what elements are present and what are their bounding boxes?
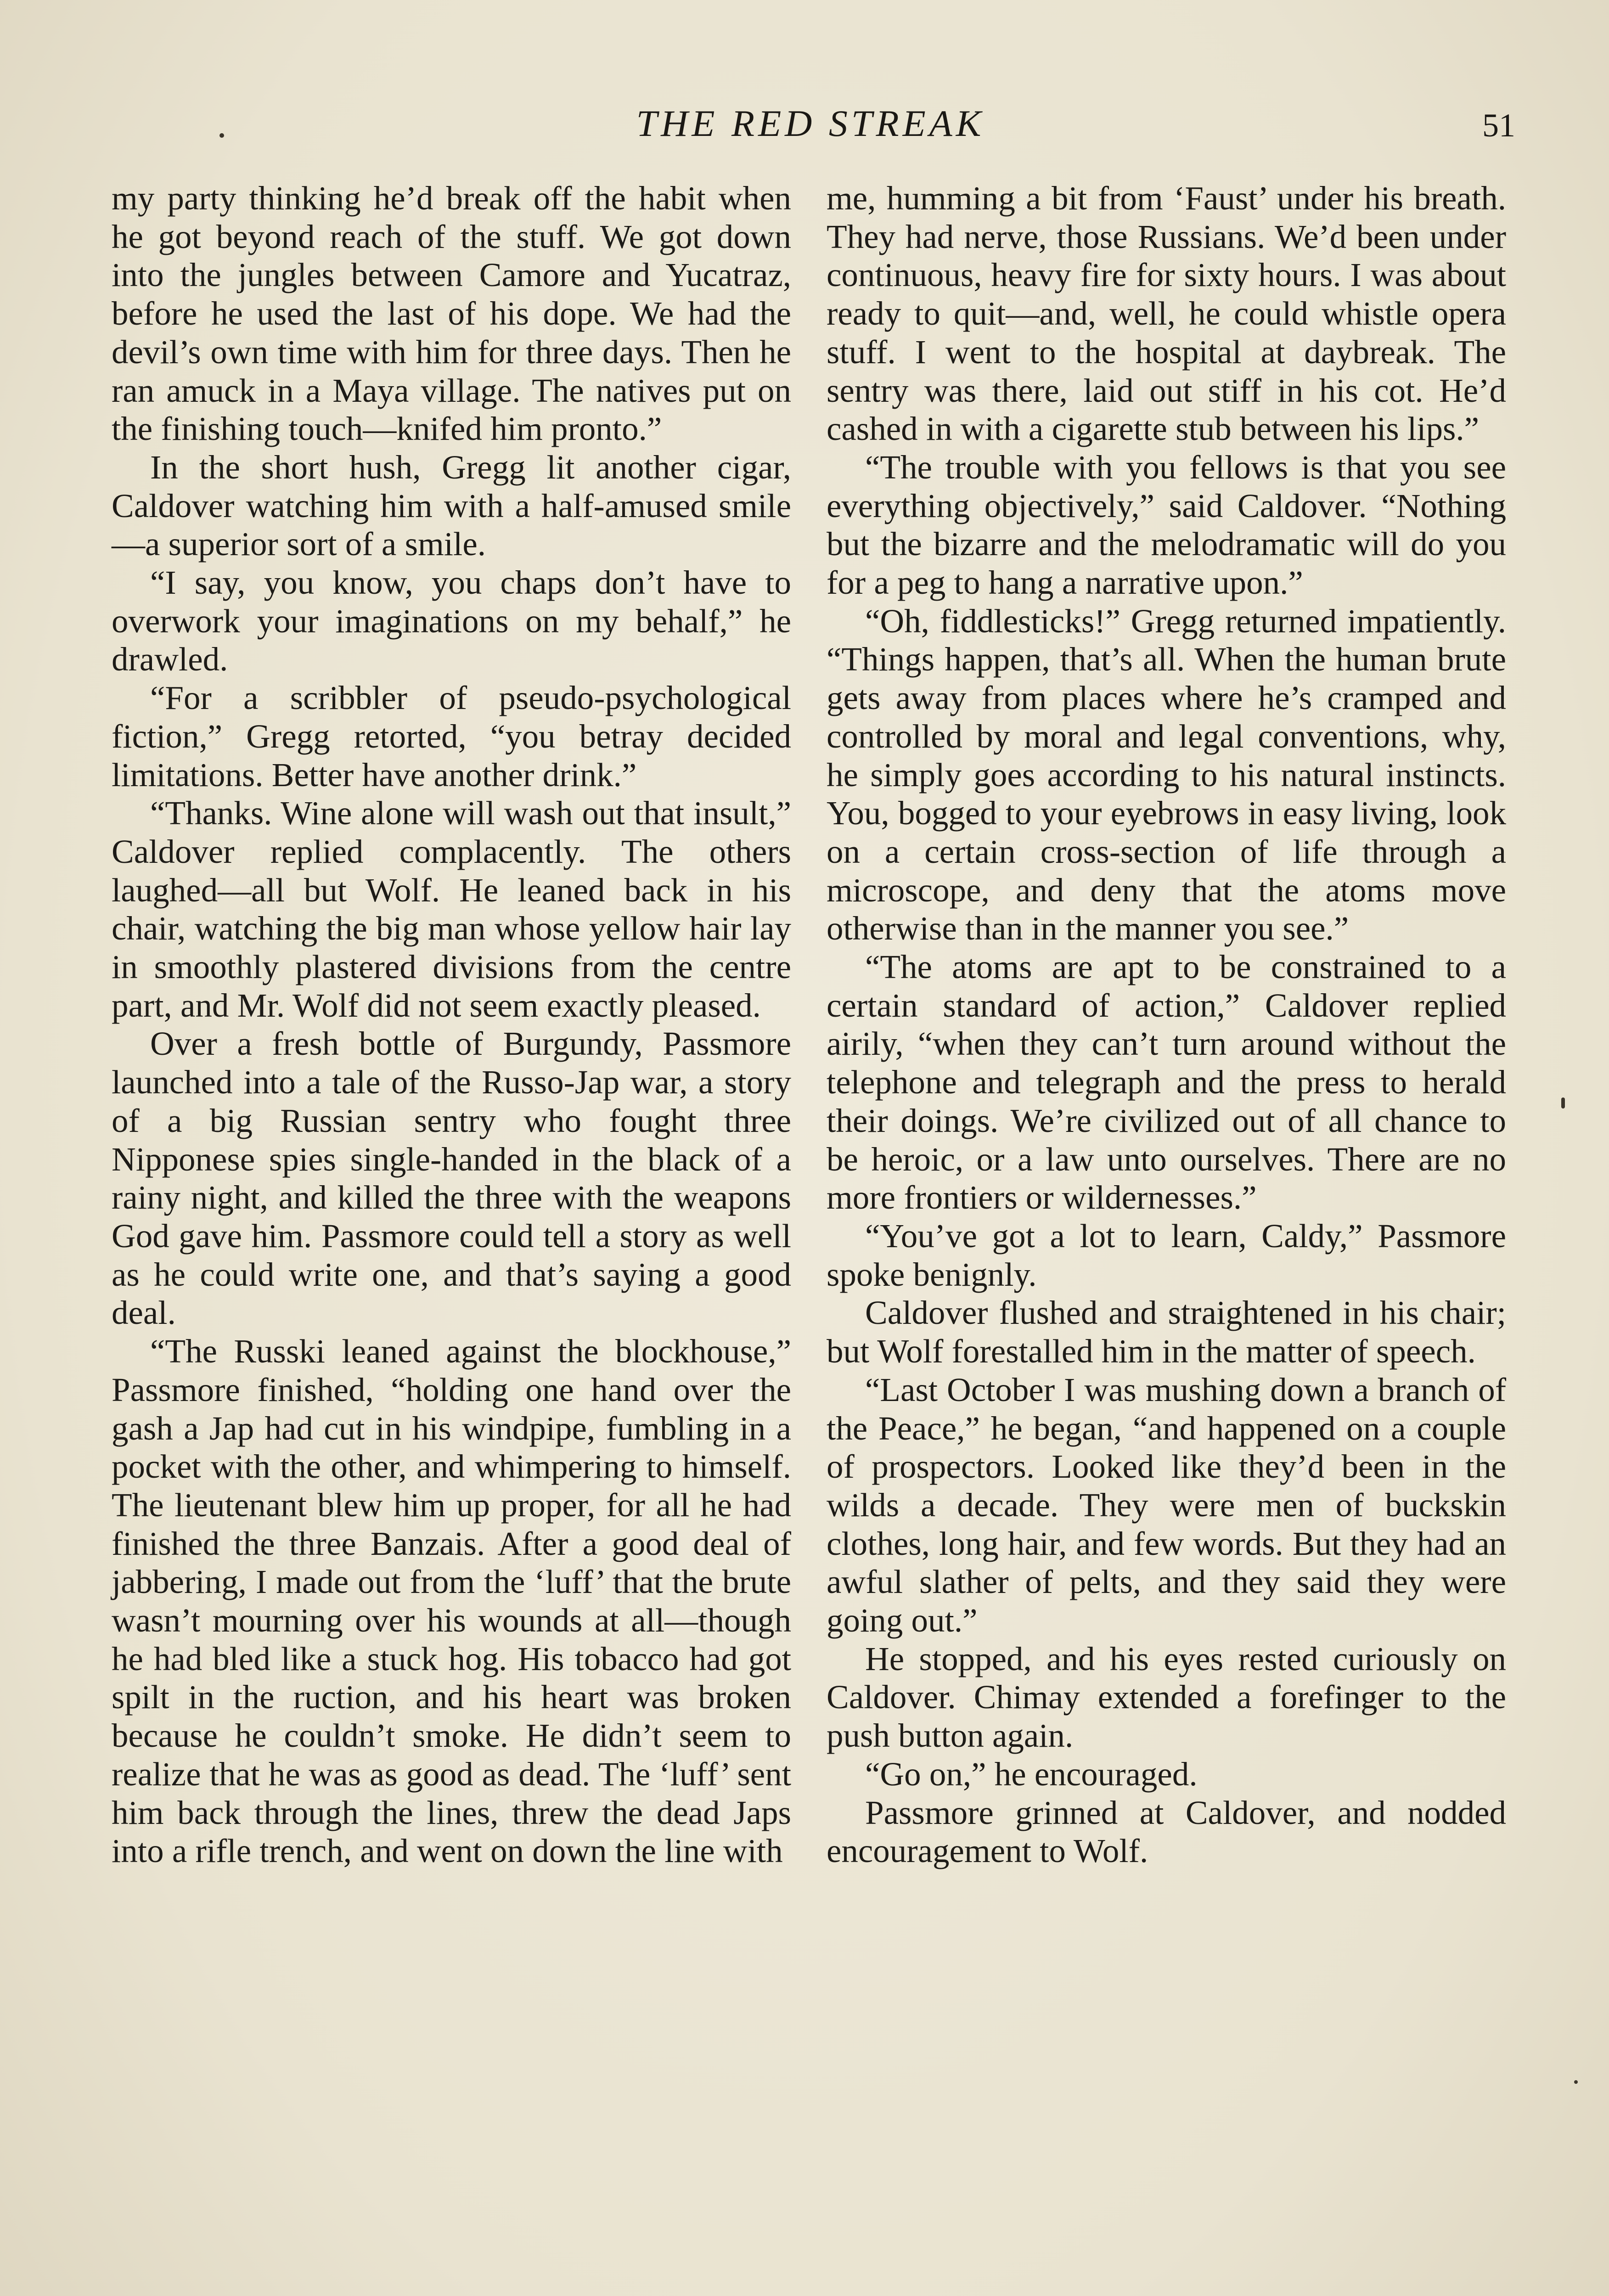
paragraph: “I say, you know, you chaps don’t have to overwork your imaginations on my behalf,” he drawled.	[112, 564, 791, 678]
paragraph: me, humming a bit from ‘Faust’ under his breath. They had nerve, those Russians. We’d been under continuous, heavy fire for sixty hours. I was about ready to quit—and, well, he could whistle opera stuff. I went to the hospital at daybreak. The sentry was there, laid out stiff in his cot. He’d cashed in with a cigarette stub between his lips.”	[827, 180, 1506, 448]
paragraph: “Last October I was mushing down a branch of the Peace,” he began, “and happened on a couple of prospectors. Looked like they’d been in the wilds a decade. They were men of buckskin clothes, long hair, and few words. But they had an awful slather of pelts, and they said they were going out.”	[827, 1371, 1506, 1639]
page-header	[0, 102, 1609, 157]
paragraph: “Oh, fiddlesticks!” Gregg returned impatiently. “Things happen, that’s all. When the human brute gets away from places where he’s cramped and controlled by moral and legal conventions, why, he simply goes according to his natural instincts. You, bogged to your eyebrows in easy living, look on a certain cross-section of life through a microscope, and deny that the atoms move otherwise than in the manner you see.”	[827, 602, 1506, 947]
paragraph: “The trouble with you fellows is that you see everything objectively,” said Caldover. “Nothing but the bizarre and the melodramatic will do you for a peg to hang a narrative upon.”	[827, 448, 1506, 602]
print-speck	[1574, 2080, 1578, 2084]
paragraph: Caldover flushed and straightened in his chair; but Wolf forestalled him in the matter of speech.	[827, 1294, 1506, 1370]
paragraph: “Go on,” he encouraged.	[865, 1755, 1198, 1793]
paragraph: He stopped, and his eyes rested curiously on Caldover. Chimay extended a forefinger to the push button again.	[827, 1640, 1506, 1755]
paragraph: Passmore grinned at Caldover, and nodded encouragement to Wolf.	[827, 1794, 1506, 1870]
right-column	[827, 179, 1506, 1870]
paragraph: “For a scribbler of pseudo-psychological fiction,” Gregg retorted, “you betray decided limitations. Better have another drink.”	[112, 679, 791, 793]
paragraph: Over a fresh bottle of Burgundy, Passmore launched into a tale of the Russo-Jap war, a story of a big Russian sentry who fought three Nipponese spies single-handed in the black of a rainy night, and killed the three with the weapons God gave him. Passmore could tell a story as well as he could write one, and that’s saying a good deal.	[112, 1025, 791, 1332]
paragraph: “The Russki leaned against the blockhouse,” Passmore finished, “holding one hand over the gash a Jap had cut in his windpipe, fumbling in a pocket with the other, and whimpering to himself. The lieutenant blew him up proper, for all he had finished the three Banzais. After a good deal of jabbering, I made out from the ‘luff’ that the brute wasn’t mourning over his wounds at all—though he had bled like a stuck hog. His tobacco had got spilt in the ruction, and his heart was broken because he couldn’t smoke. He didn’t seem to realize that he was as good as dead. The ‘luff’ sent him back through the lines, threw the dead Japs into a rifle trench, and went on down the line with	[112, 1333, 791, 1870]
paragraph: “The atoms are apt to be constrained to a certain standard of action,” Caldover replied airily, “when they can’t turn around without the telephone and telegraph and the press to herald their doings. We’re civilized out of all chance to be heroic, or a law unto ourselves. There are no more frontiers or wildernesses.”	[827, 948, 1506, 1216]
paragraph: “You’ve got a lot to learn, Caldy,” Passmore spoke benignly.	[827, 1217, 1506, 1293]
print-speck	[219, 133, 224, 138]
print-speck	[1561, 1097, 1565, 1109]
page-number: 51	[1482, 107, 1515, 144]
paragraph: “Thanks. Wine alone will wash out that insult,” Caldover replied complacently. The others laughed—all but Wolf. He leaned back in his chair, watching the big man whose yellow hair lay in smoothly plastered divisions from the centre part, and Mr. Wolf did not seem exactly pleased.	[112, 794, 791, 1024]
paragraph: my party thinking he’d break off the habit when he got beyond reach of the stuff. We got down into the jungles between Camore and Yucatraz, before he used the last of his dope. We had the devil’s own time with him for three days. Then he ran amuck in a Maya village. The natives put on the finishing touch—knifed him pronto.”	[112, 180, 791, 448]
paragraph: In the short hush, Gregg lit another cigar, Caldover watching him with a half-amused smile—a superior sort of a smile.	[112, 448, 791, 563]
left-column	[112, 179, 791, 1870]
running-title: THE RED STREAK	[636, 102, 985, 144]
